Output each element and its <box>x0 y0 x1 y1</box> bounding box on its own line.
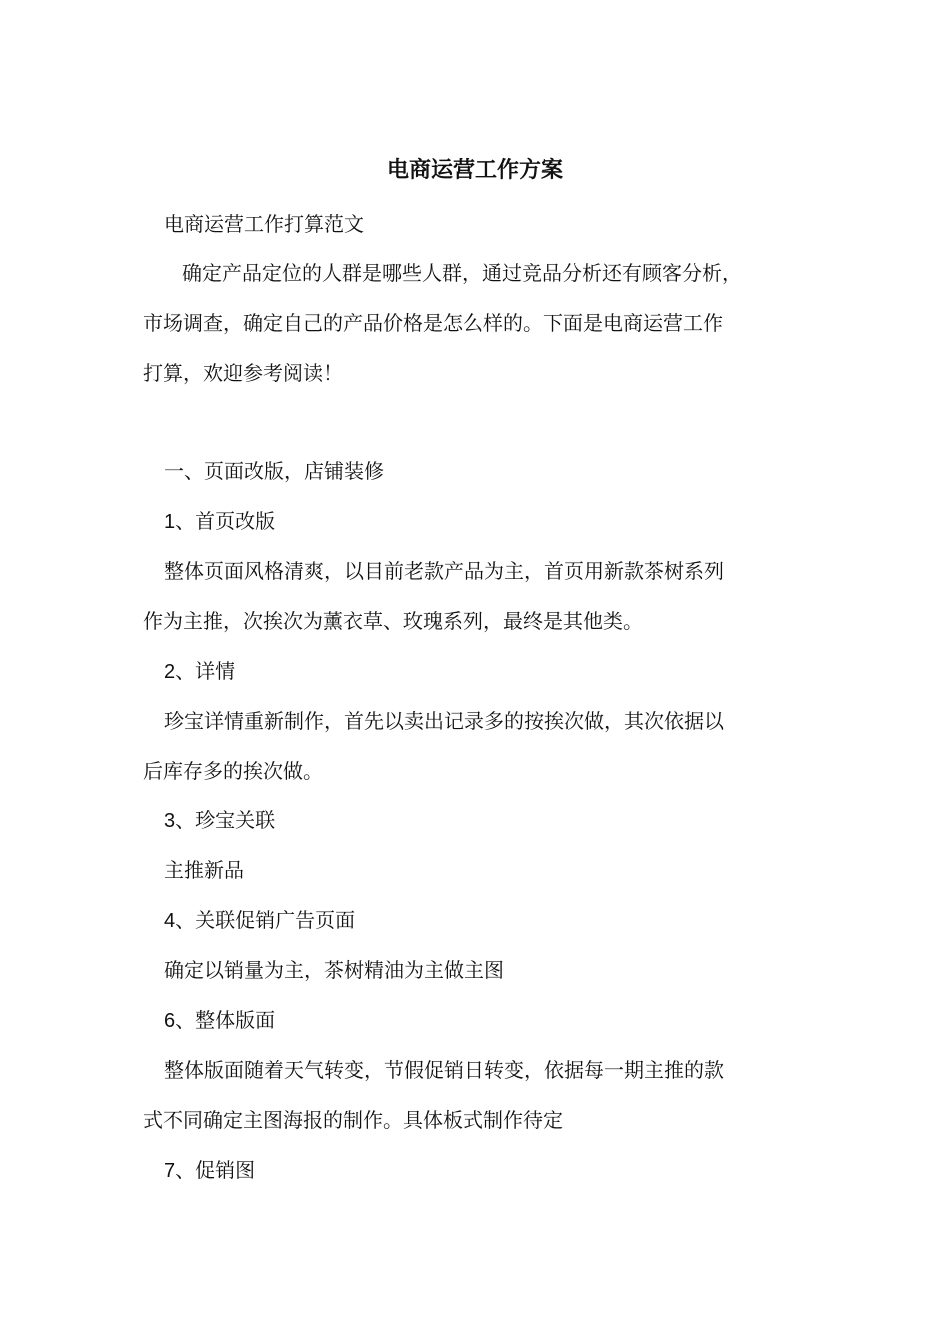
item-3-body-line-1: 主推新品 <box>164 858 244 882</box>
item-number: 7 <box>164 1160 176 1182</box>
item-6-body-line-1: 整体版面随着天气转变，节假促销日转变，依据每一期主推的款 <box>164 1058 724 1082</box>
item-label: 、详情 <box>175 659 236 683</box>
item-2-body-line-1: 珍宝详情重新制作，首先以卖出记录多的按挨次做，其次依据以 <box>164 709 724 733</box>
item-4-body-line-1: 确定以销量为主，茶树精油为主做主图 <box>164 958 504 982</box>
item-number: 4 <box>164 910 176 932</box>
item-number: 3 <box>164 810 176 832</box>
item-number: 2 <box>164 661 176 683</box>
item-heading-6 <box>164 1004 275 1037</box>
item-number: 6 <box>164 1010 176 1032</box>
item-label: 、首页改版 <box>175 509 276 533</box>
section-heading: 一、页面改版，店铺装修 <box>164 459 384 483</box>
intro-line-2: 市场调查，确定自己的产品价格是怎么样的。下面是电商运营工作 <box>143 311 723 335</box>
intro-line-3: 打算，欢迎参考阅读！ <box>143 361 343 385</box>
item-label: 、关联促销广告页面 <box>175 908 356 932</box>
intro-line-1: 确定产品定位的人群是哪些人群，通过竞品分析还有顾客分析， <box>182 261 742 285</box>
item-heading-1 <box>164 505 275 538</box>
item-label: 、整体版面 <box>175 1008 276 1032</box>
item-1-body-line-2: 作为主推，次挨次为薰衣草、玫瑰系列，最终是其他类。 <box>143 609 643 633</box>
item-heading-3 <box>164 804 275 837</box>
item-number: 1 <box>164 511 176 533</box>
item-heading-7 <box>164 1154 255 1187</box>
item-1-body-line-1: 整体页面风格清爽，以目前老款产品为主，首页用新款茶树系列 <box>164 559 724 583</box>
document-title: 电商运营工作方案 <box>386 157 563 183</box>
item-heading-2 <box>164 655 235 688</box>
item-heading-4 <box>164 904 355 937</box>
item-label: 、珍宝关联 <box>175 808 276 832</box>
item-2-body-line-2: 后库存多的挨次做。 <box>143 759 323 783</box>
item-label: 、促销图 <box>175 1158 256 1182</box>
document-subtitle: 电商运营工作打算范文 <box>164 212 364 236</box>
item-6-body-line-2: 式不同确定主图海报的制作。具体板式制作待定 <box>143 1108 563 1132</box>
